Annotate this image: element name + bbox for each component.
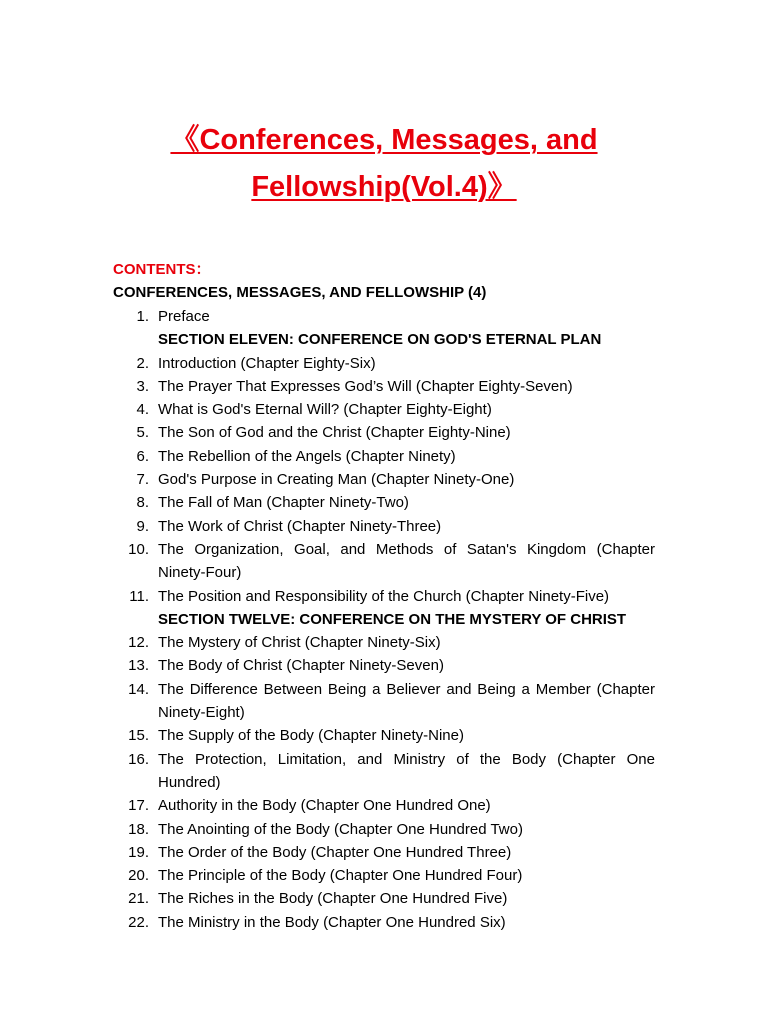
toc-entry-number: 11. [129,587,149,605]
toc-entry [113,748,655,795]
toc-entry-text: The Difference Between Being a Believer and Being a Member (Chapter Ninety-Eight) [158,680,655,722]
toc-entry [113,678,655,725]
toc-entry-text: The Fall of Man (Chapter Ninety-Two) [158,494,409,512]
toc-entry [113,491,655,514]
toc-entry [113,911,655,934]
section-title: SECTION TWELVE: CONFERENCE ON THE MYSTERY OF CHRIST [158,610,627,628]
book-heading: CONFERENCES, MESSAGES, AND FELLOWSHIP (4) [113,284,487,301]
toc-section-heading [113,608,655,631]
contents-label: CONTENTS： [113,261,211,278]
toc-entry [113,538,655,585]
toc-entry-text: The Ministry in the Body (Chapter One Hundred Six) [158,913,506,931]
toc-entry-text: Introduction (Chapter Eighty-Six) [158,354,376,372]
toc-entry-text: The Anointing of the Body (Chapter One Hundred Two) [158,820,523,838]
toc-entry-number: 12. [128,634,149,652]
toc-entry-number: 8. [136,494,149,512]
toc-entry-text: Authority in the Body (Chapter One Hundred One) [158,797,491,815]
document-title: 《Conferences, Messages, and Fellowship(Vol.4)》 [170,124,598,203]
toc-entry-number: 18. [128,820,149,838]
toc-entry-number: 1. [136,308,149,325]
toc-entry [113,631,655,654]
toc-entry [113,818,655,841]
toc-entry-text: What is God's Eternal Will? (Chapter Eighty-Eight) [158,401,492,419]
toc-entry [113,724,655,747]
toc-entry-number: 5. [136,424,149,442]
toc-entry-number: 10. [128,540,149,558]
toc-entry-number: 17. [128,797,149,815]
toc-entry-number: 20. [128,867,149,885]
toc-entry-number: 9. [136,517,149,535]
toc-entry [113,305,655,328]
toc-entry-text: The Rebellion of the Angels (Chapter Ninety) [158,447,456,465]
toc-entry-text: God's Purpose in Creating Man (Chapter Ninety-One) [158,471,515,489]
toc-entry-text: The Supply of the Body (Chapter Ninety-Nine) [158,727,464,745]
toc-entry [113,421,655,444]
toc-entry [113,841,655,864]
toc-entry-text: The Organization, Goal, and Methods of Satan's Kingdom (Chapter Ninety-Four) [158,540,655,582]
toc-entry-text: The Position and Responsibility of the Church (Chapter Ninety-Five) [158,587,610,605]
toc-entry-number: 22. [128,913,149,931]
toc-entry-number: 19. [128,843,149,861]
toc-entry [113,654,655,677]
toc-entry-text: The Mystery of Christ (Chapter Ninety-Six) [158,634,441,652]
toc-entry [113,398,655,421]
toc-entry-number: 15. [128,727,149,745]
toc-entry [113,585,655,608]
toc-entry-text: The Protection, Limitation, and Ministry of the Body (Chapter One Hundred) [158,750,655,791]
toc-entry [113,887,655,910]
toc-entry [113,375,655,398]
toc-entry-number: 4. [136,401,149,419]
toc-entry-text: The Son of God and the Christ (Chapter Eighty-Nine) [158,424,511,442]
toc-entry-text: Preface [158,308,210,325]
section-title: SECTION ELEVEN: CONFERENCE ON GOD'S ETERNAL PLAN [158,331,602,349]
toc-entry-text: The Principle of the Body (Chapter One Hundred Four) [158,867,523,885]
toc-entry [113,352,655,375]
toc-entry [113,468,655,491]
table-of-contents [113,305,655,934]
toc-entry [113,864,655,887]
toc-entry-number: 6. [136,447,149,465]
toc-entry [113,445,655,468]
toc-entry-number: 13. [128,657,149,675]
toc-entry-text: The Riches in the Body (Chapter One Hundred Five) [158,890,508,908]
toc-entry [113,794,655,817]
toc-entry-text: The Body of Christ (Chapter Ninety-Seven) [158,657,444,675]
toc-entry-number: 2. [136,354,149,372]
toc-entry-text: The Work of Christ (Chapter Ninety-Three) [158,517,442,535]
toc-section-heading [113,328,655,351]
toc-entry-number: 7. [136,471,149,489]
toc-entry-number: 16. [128,750,149,768]
toc-entry-number: 3. [136,377,149,395]
toc-entry-text: The Order of the Body (Chapter One Hundred Three) [158,843,512,861]
toc-entry [113,515,655,538]
toc-entry-number: 14. [128,680,149,698]
toc-entry-number: 21. [128,890,149,908]
toc-entry-text: The Prayer That Expresses God’s Will (Chapter Eighty-Seven) [158,377,573,395]
